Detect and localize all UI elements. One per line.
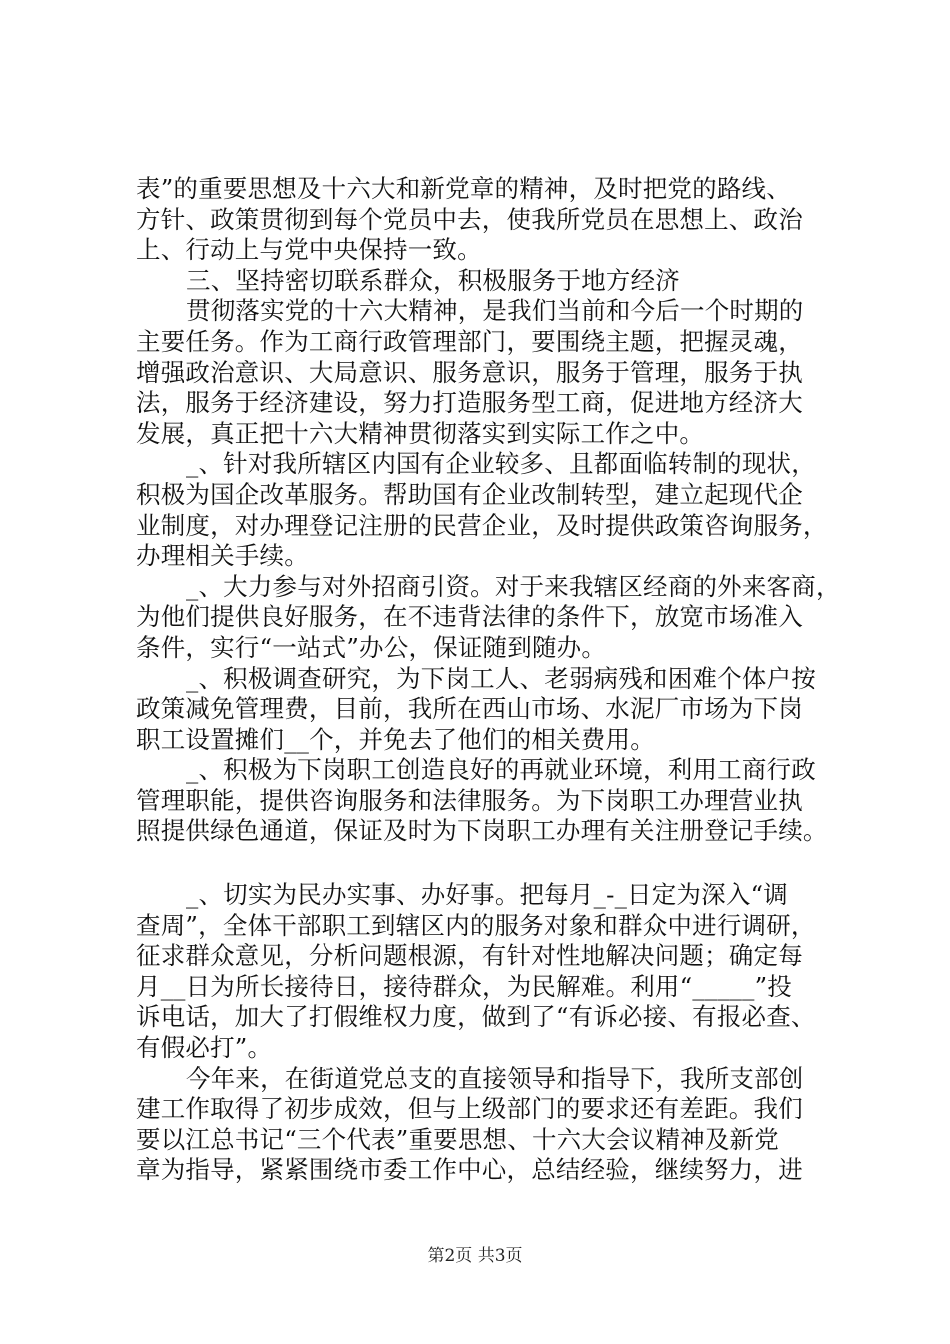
- text-line: 照提供绿色通道，保证及时为下岗职工办理有关注册登记手续。: [136, 816, 828, 846]
- text-line: 月__日为所长接待日，接待群众，为民解难。利用“_____”投: [136, 971, 792, 1001]
- text-line: 条件，实行“一站式”办公，保证随到随办。: [136, 632, 607, 662]
- text-line: 要以江总书记“三个代表”重要思想、十六大会议精神及新党: [136, 1124, 779, 1154]
- text-line: 管理职能，提供咨询服务和法律服务。为下岗职工办理营业执: [136, 785, 803, 815]
- text-line: 贯彻落实党的十六大精神，是我们当前和今后一个时期的: [186, 296, 804, 326]
- text-line: 为他们提供良好服务，在不违背法律的条件下，放宽市场准入: [136, 602, 803, 632]
- text-line: _、切实为民办实事、办好事。把每月_-_日定为深入“调: [186, 880, 788, 910]
- text-line: 法，服务于经济建设，努力打造服务型工商，促进地方经济大: [136, 388, 803, 418]
- text-line: 查周”，全体干部职工到辖区内的服务对象和群众中进行调研，: [136, 910, 816, 940]
- text-line: 诉电话，加大了打假维权力度，做到了“有诉必接、有报必查、: [136, 1002, 816, 1032]
- text-line: 增强政治意识、大局意识、服务意识，服务于管理，服务于执: [136, 357, 803, 387]
- text-line: 今年来，在街道党总支的直接领导和指导下，我所支部创: [186, 1063, 804, 1093]
- text-line: _、大力参与对外招商引资。对于来我辖区经商的外来客商，: [186, 571, 841, 601]
- text-line: _、积极为下岗职工创造良好的再就业环境，利用工商行政: [186, 755, 816, 785]
- text-line: 积极为国企改革服务。帮助国有企业改制转型，建立起现代企: [136, 479, 803, 509]
- text-line: 方针、政策贯彻到每个党员中去，使我所党员在思想上、政治: [136, 204, 803, 234]
- text-line: 上、行动上与党中央保持一致。: [136, 235, 482, 265]
- text-line: 章为指导，紧紧围绕市委工作中心，总结经验，继续努力，进: [136, 1155, 803, 1185]
- text-line: 政策减免管理费，目前，我所在西山市场、水泥厂市场为下岗: [136, 694, 803, 724]
- text-line: 建工作取得了初步成效，但与上级部门的要求还有差距。我们: [136, 1094, 803, 1124]
- text-line: 办理相关手续。: [136, 541, 309, 571]
- text-line: 表”的重要思想及十六大和新党章的精神，及时把党的路线、: [136, 174, 791, 203]
- text-line: 主要任务。作为工商行政管理部门，要围绕主题，把握灵魂，: [136, 326, 803, 356]
- text-line: 征求群众意见，分析问题根源，有针对性地解决问题；确定每: [136, 941, 803, 971]
- text-line: 业制度，对办理登记注册的民营企业，及时提供政策咨询服务，: [136, 510, 828, 540]
- text-line: _、积极调查研究，为下岗工人、老弱病残和困难个体户按: [186, 663, 816, 693]
- document-body: [136, 174, 841, 1186]
- text-line: 有假必打”。: [136, 1033, 273, 1063]
- paragraph-gap: [136, 847, 836, 880]
- section-heading: 三、坚持密切联系群众，积极服务于地方经济: [186, 265, 680, 295]
- text-line: 职工设置摊们__个，并免去了他们的相关费用。: [136, 724, 655, 754]
- text-line: 发展，真正把十六大精神贯彻落实到实际工作之中。: [136, 418, 705, 448]
- text-line: _、针对我所辖区内国有企业较多、且都面临转制的现状，: [186, 449, 816, 479]
- page-number-footer: 第2页 共3页: [427, 1246, 523, 1266]
